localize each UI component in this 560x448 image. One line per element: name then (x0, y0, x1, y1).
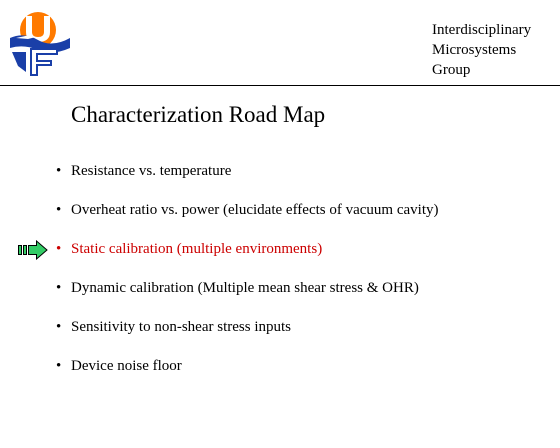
group-name (432, 20, 556, 80)
bullet-dot: • (56, 163, 62, 179)
bullet-dot: • (56, 280, 62, 296)
right-arrow-icon (18, 240, 48, 260)
bullet-item (0, 156, 560, 195)
bullet-text: Resistance vs. temperature (71, 163, 232, 179)
group-name-line: Interdisciplinary (432, 22, 532, 38)
bullet-item (0, 273, 560, 312)
header-divider (0, 85, 560, 86)
bullet-item (0, 351, 560, 390)
slide-title: Characterization Road Map (71, 102, 326, 127)
group-name-line: Microsystems (432, 42, 517, 58)
bullet-item (0, 195, 560, 234)
bullet-text: Sensitivity to non-shear stress inputs (71, 319, 291, 335)
bullet-dot: • (56, 241, 62, 257)
bullet-item (0, 312, 560, 351)
bullet-text: Overheat ratio vs. power (elucidate effects of vacuum cavity) (71, 202, 439, 218)
bullet-dot: • (56, 358, 62, 374)
bullet-text: Static calibration (multiple environments) (71, 241, 323, 257)
bullet-text: Device noise floor (71, 358, 182, 374)
bullet-list (0, 156, 560, 390)
bullet-item-current (0, 234, 560, 273)
group-name-line: Group (432, 62, 471, 78)
bullet-text: Dynamic calibration (Multiple mean shear stress & OHR) (71, 280, 419, 296)
bullet-dot: • (56, 202, 62, 218)
bullet-dot: • (56, 319, 62, 335)
uf-logo-icon (8, 8, 72, 78)
